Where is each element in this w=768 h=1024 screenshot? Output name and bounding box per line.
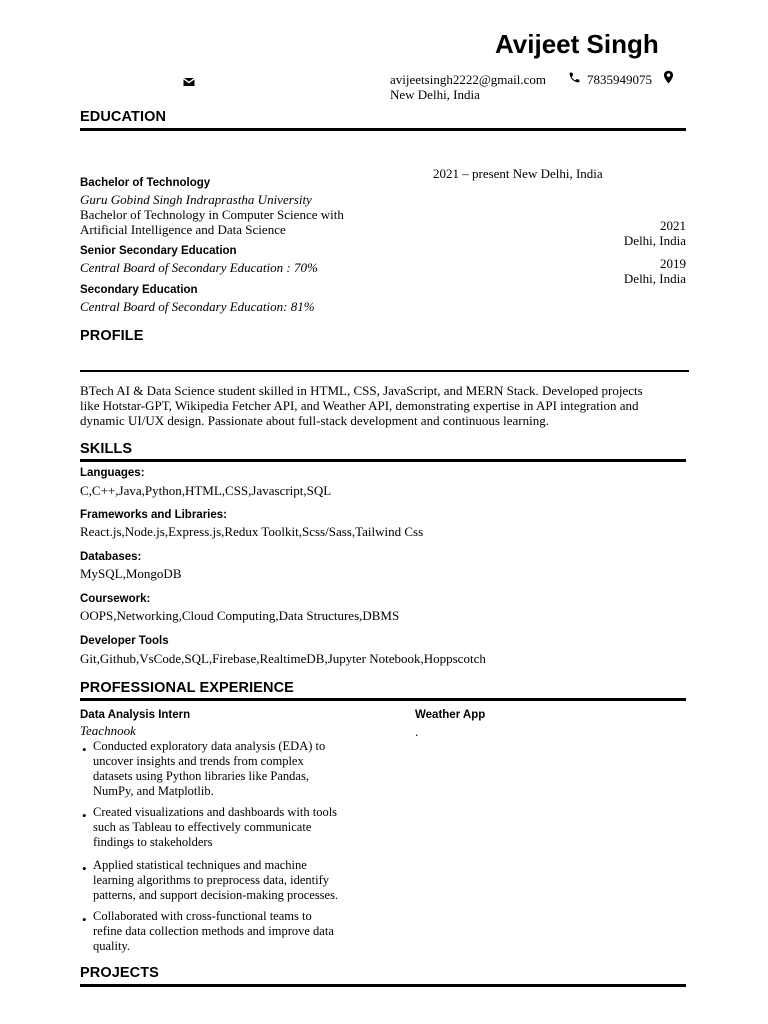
btech-institution: Guru Gobind Singh Indraprastha University (80, 192, 312, 207)
senior-secondary-location: Delhi, India (623, 233, 686, 248)
bullet-line: uncover insights and trends from complex (93, 754, 304, 768)
profile-line: BTech AI & Data Science student skilled in HTML, CSS, JavaScript, and MERN Stack. Developed projects (80, 383, 643, 398)
list-item (80, 858, 380, 903)
bullet-line: such as Tableau to effectively communicate (93, 820, 312, 834)
secondary-title: Secondary Education (80, 284, 198, 296)
skill-group-label: Coursework: (80, 593, 151, 605)
bullet-line: • Collaborated with cross-functional teams to (93, 909, 312, 923)
bullet-line: patterns, and support decision-making processes. (93, 888, 339, 902)
profile-summary (80, 383, 695, 428)
bullet-line: quality. (93, 939, 131, 953)
btech-detail: Bachelor of Technology in Computer Science with (80, 207, 344, 222)
education-date-location: 2021 – present New Delhi, India (433, 166, 603, 181)
profile-divider (80, 370, 689, 372)
senior-secondary-title: Senior Secondary Education (80, 245, 237, 257)
weather-app-description: . (415, 724, 419, 739)
bullet-line: NumPy, and Matplotlib. (93, 784, 214, 798)
education-divider (80, 128, 686, 131)
bullet-line: datasets using Python libraries like Pandas, (93, 769, 309, 783)
experience-heading: PROFESSIONAL EXPERIENCE (80, 680, 294, 696)
experience-bullet-list (80, 739, 380, 960)
map-pin-icon (663, 70, 674, 84)
bullet-line: refine data collection methods and improve data (93, 924, 334, 938)
skill-group-label: Languages: (80, 467, 145, 479)
bullet-line: • Created visualizations and dashboards with tools (93, 805, 338, 819)
secondary-institution: Central Board of Secondary Education: 81% (80, 299, 315, 314)
location-text: New Delhi, India (390, 87, 480, 102)
skill-group-label: Developer Tools (80, 635, 169, 647)
profile-line: like Hotstar-GPT, Wikipedia Fetcher API, and Weather API, demonstrating expertise in API integration and (80, 398, 639, 413)
skill-group-value: C,C++,Java,Python,HTML,CSS,Javascript,SQL (80, 483, 332, 498)
email-link[interactable]: avijeetsingh2222@gmail.com (390, 72, 547, 87)
skill-group-value: React.js,Node.js,Express.js,Redux Toolkit,Scss/Sass,Tailwind Css (80, 524, 424, 539)
phone-icon (568, 71, 581, 84)
skill-group-label: Frameworks and Libraries: (80, 509, 227, 521)
skill-group-value: Git,Github,VsCode,SQL,Firebase,RealtimeDB,Jupyter Notebook,Hoppscotch (80, 651, 486, 666)
secondary-location: Delhi, India (623, 271, 686, 286)
profile-line: dynamic UI/UX design. Passionate about full-stack development and continuous learning. (80, 413, 549, 428)
envelope-icon (183, 77, 195, 87)
projects-heading: PROJECTS (80, 965, 159, 981)
skill-group-label: Databases: (80, 551, 142, 563)
skill-group-value: OOPS,Networking,Cloud Computing,Data Structures,DBMS (80, 608, 400, 623)
btech-title: Bachelor of Technology (80, 177, 211, 189)
list-item (80, 739, 380, 799)
bullet-line: learning algorithms to preprocess data, identify (93, 873, 330, 887)
bullet-line: • Conducted exploratory data analysis (EDA) to (93, 739, 326, 753)
experience-divider (80, 698, 686, 701)
list-item (80, 805, 380, 850)
projects-divider (80, 984, 686, 987)
phone-number[interactable]: 7835949075 (587, 72, 652, 87)
candidate-name: Avijeet Singh (495, 29, 659, 59)
senior-secondary-institution: Central Board of Secondary Education : 70% (80, 260, 318, 275)
secondary-year: 2019 (660, 256, 686, 271)
list-item (80, 909, 380, 954)
profile-heading: PROFILE (80, 328, 144, 344)
weather-app-title: Weather App (415, 709, 486, 721)
bullet-line: • Applied statistical techniques and machine (93, 858, 307, 872)
education-heading: EDUCATION (80, 109, 167, 125)
company-name: Teachnook (80, 723, 136, 738)
skill-group-value: MySQL,MongoDB (80, 566, 182, 581)
job-title: Data Analysis Intern (80, 709, 191, 721)
btech-detail: Artificial Intelligence and Data Science (80, 222, 286, 237)
senior-secondary-year: 2021 (660, 218, 686, 233)
skills-heading: SKILLS (80, 441, 133, 457)
bullet-line: findings to stakeholders (93, 835, 213, 849)
skills-divider (80, 459, 686, 462)
